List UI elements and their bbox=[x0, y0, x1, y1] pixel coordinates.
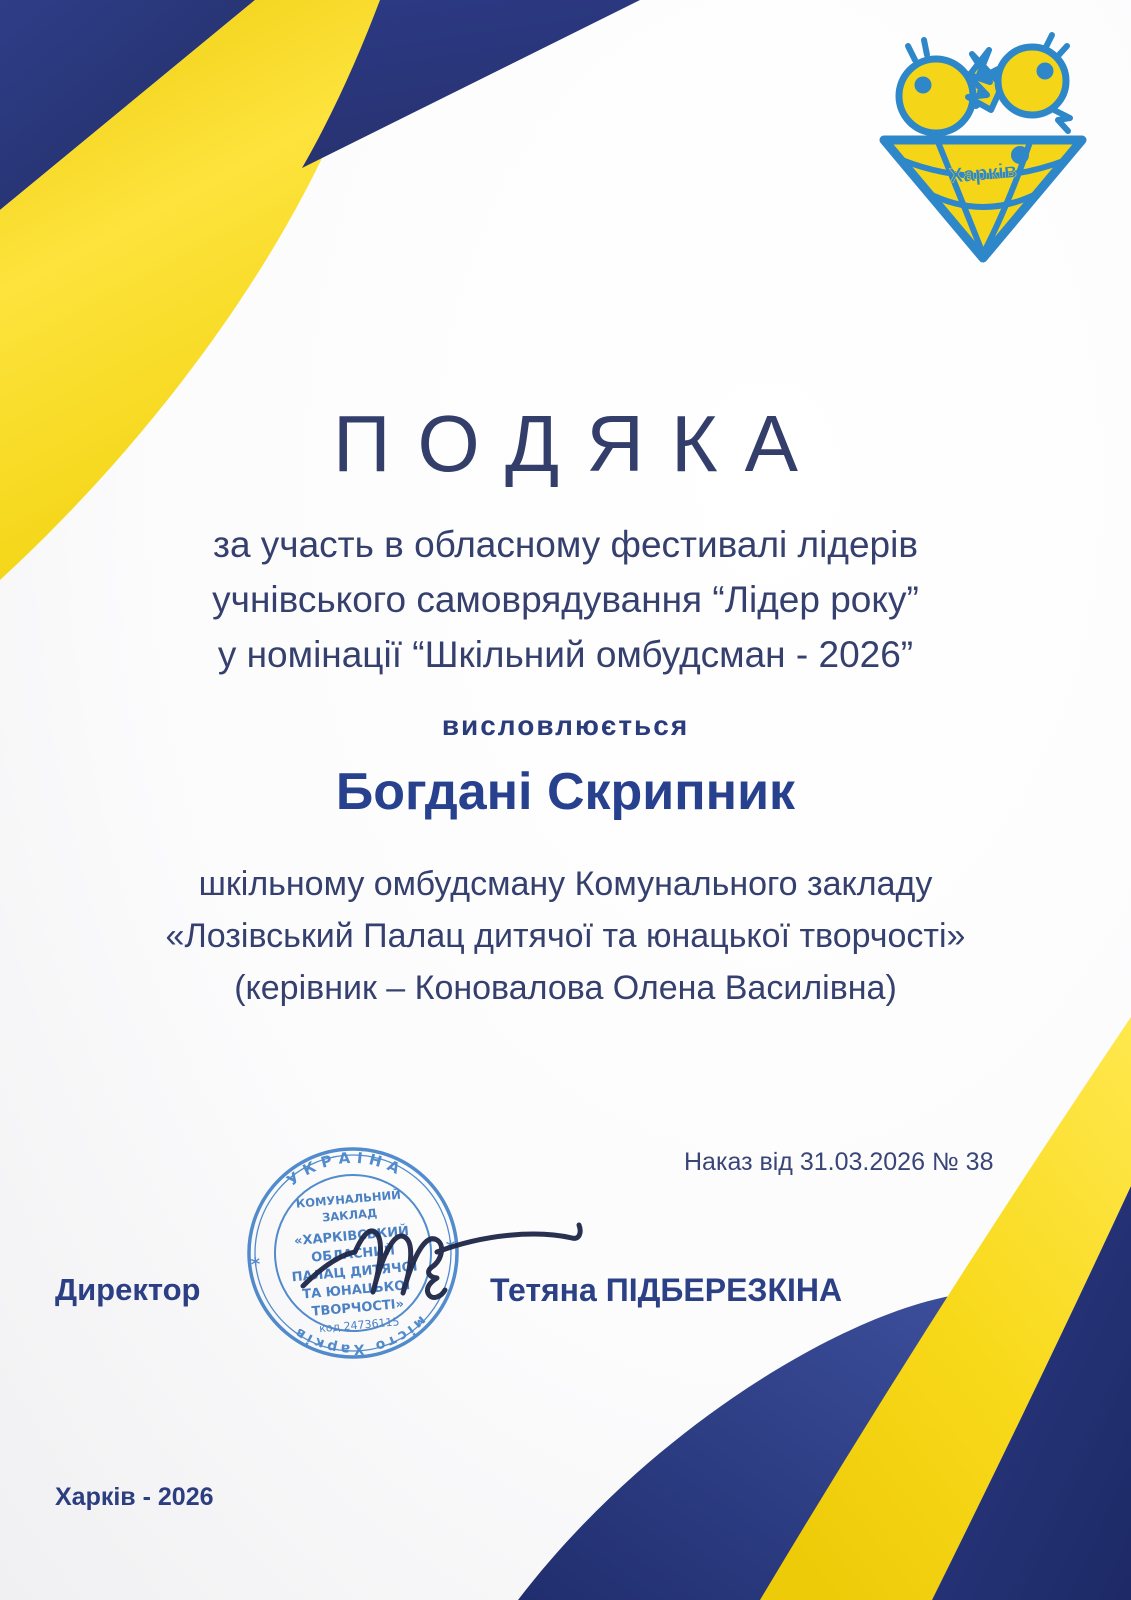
stamp-line-8: код 24736115 bbox=[318, 1315, 400, 1336]
recipient-line-2: «Лозівський Палац дитячої та юнацької творчості» bbox=[165, 917, 966, 955]
recipient-line-1: шкільному омбудсману Комунального закладу bbox=[198, 865, 933, 903]
globe-triangle-icon bbox=[884, 140, 1082, 258]
stamp-arc-bottom-text: місто Харків bbox=[290, 1312, 430, 1358]
stamp-line-7: ТВОРЧОСТІ» bbox=[311, 1296, 405, 1320]
recipient-description bbox=[0, 858, 1131, 1014]
stamp-line-6: ТА ЮНАЦЬКОЇ bbox=[301, 1278, 411, 1303]
recipient-name: Богдані Скрипник bbox=[335, 763, 796, 821]
order-reference: Наказ від 31.03.2026 № 38 bbox=[684, 1148, 994, 1176]
stamp-line-4: ОБЛАСНИЙ bbox=[310, 1243, 396, 1266]
footer-city-year: Харків - 2026 bbox=[55, 1483, 214, 1511]
director-name: Тетяна ПІДБЕРЕЗКІНА bbox=[490, 1272, 843, 1308]
signature-stroke-main bbox=[303, 1231, 445, 1298]
director-label: Директор bbox=[55, 1272, 201, 1307]
intro-line-1: за участь в обласному фестивалі лідерів bbox=[212, 524, 918, 565]
organization-logo bbox=[868, 24, 1098, 269]
stamp-asterisk-right: * bbox=[445, 1237, 457, 1259]
director-signature bbox=[285, 1190, 585, 1320]
stamp-line-3: «ХАРКІВСЬКИЙ bbox=[293, 1224, 410, 1250]
stamp-line-1: КОМУНАЛЬНИЙ bbox=[295, 1187, 402, 1211]
signature-stroke-tail bbox=[437, 1225, 580, 1252]
intro-text bbox=[0, 517, 1131, 682]
top-left-corner-ribbon bbox=[0, 0, 640, 580]
expressed-label: висловлюється bbox=[441, 710, 690, 741]
intro-line-3: у номінації “Шкільний омбудсман - 2026” bbox=[217, 634, 914, 675]
intro-line-2: учнівського самоврядування “Лідер року” bbox=[212, 579, 919, 620]
stamp-arc-top-text: УКРАЇНА bbox=[283, 1148, 409, 1190]
recipient-line-3: (керівник – Коновалова Олена Василівна) bbox=[234, 969, 897, 1007]
stamp-line-2: ЗАКЛАД bbox=[321, 1205, 378, 1225]
certificate-title: ПОДЯКА bbox=[333, 399, 825, 488]
bird-right-icon bbox=[967, 35, 1070, 131]
stamp-asterisk-left: * bbox=[250, 1254, 262, 1276]
stamp-line-5: ПАЛАЦ ДИТЯЧОЇ bbox=[291, 1259, 419, 1286]
logo-city-label: Харків bbox=[948, 159, 1018, 188]
